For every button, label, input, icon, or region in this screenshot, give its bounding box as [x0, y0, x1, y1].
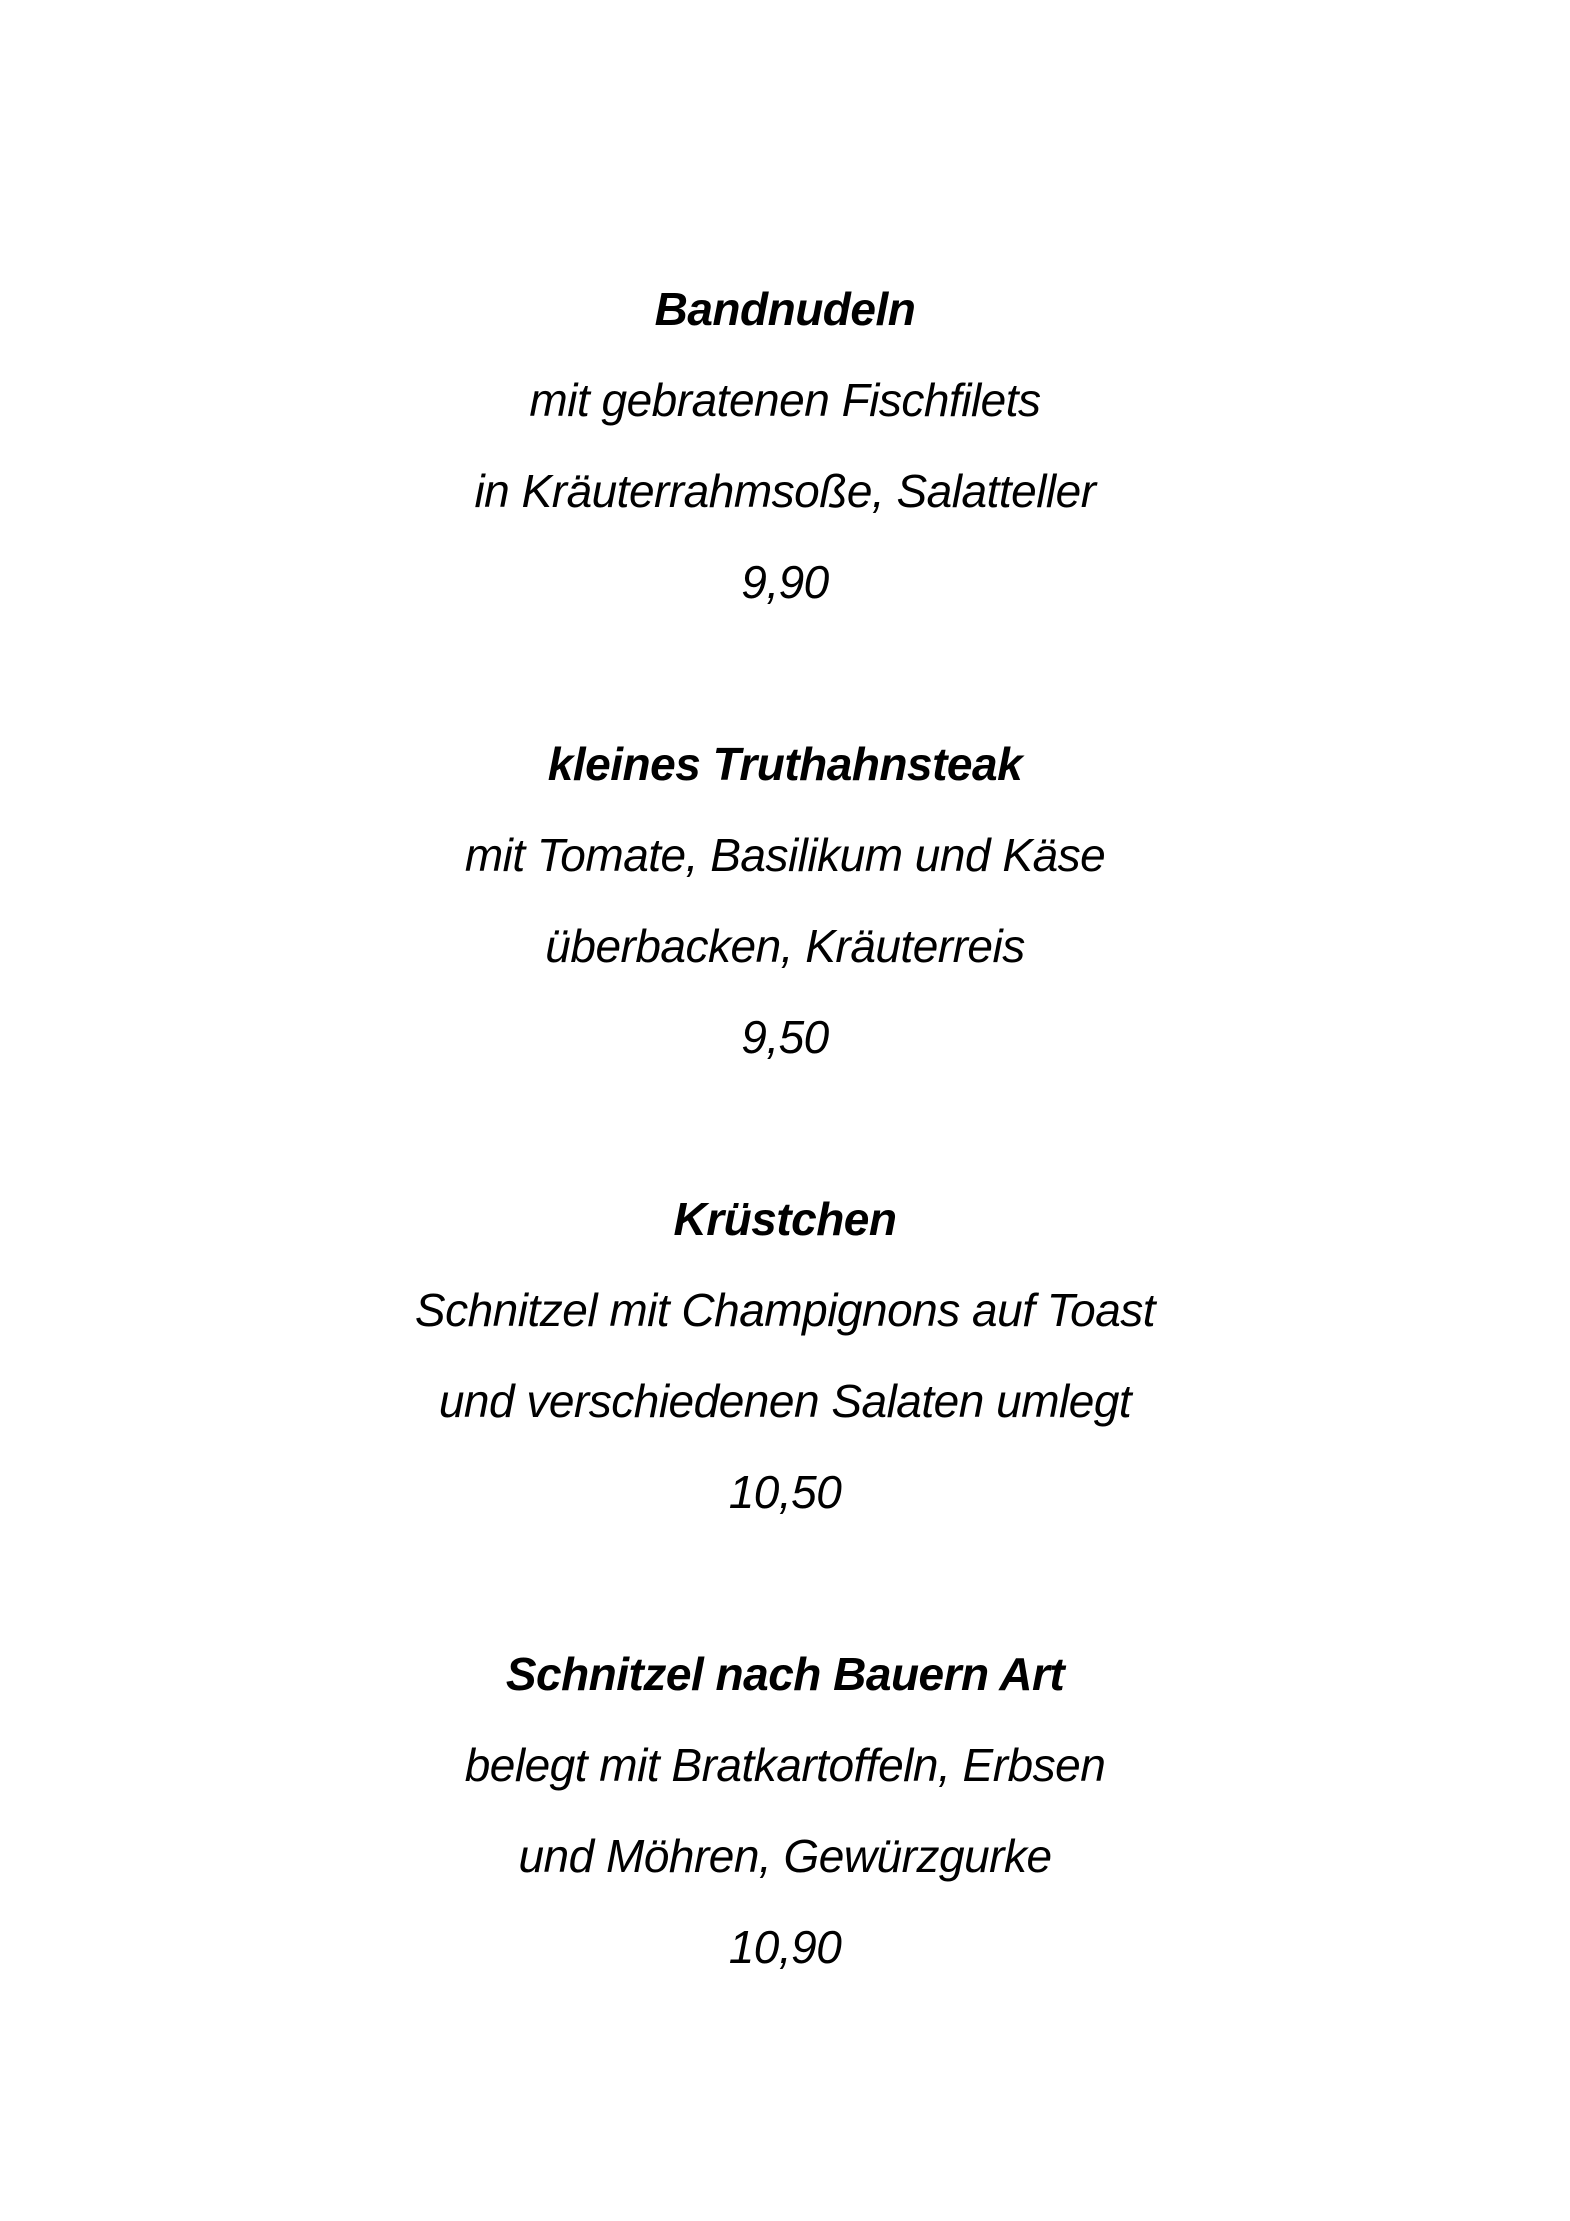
dish-description-line: und verschiedenen Salaten umlegt	[438, 1375, 1132, 1427]
dish-price: 10,50	[728, 1466, 842, 1518]
dish-description-line: mit gebratenen Fischfilets	[529, 374, 1041, 426]
dish-price: 9,90	[741, 556, 829, 608]
dish-description-line: überbacken, Kräuterreis	[545, 920, 1025, 972]
dish-price: 9,50	[741, 1011, 829, 1063]
dish-price: 10,90	[728, 1921, 842, 1973]
dish-description-line: mit Tomate, Basilikum und Käse	[464, 829, 1106, 881]
menu-item	[0, 264, 1570, 628]
dish-name: Krüstchen	[673, 1193, 897, 1245]
dish-description-line: in Kräuterrahmsoße, Salatteller	[474, 465, 1096, 517]
dish-description-line: Schnitzel mit Champignons auf Toast	[414, 1284, 1156, 1336]
dish-description-line: belegt mit Bratkartoffeln, Erbsen	[464, 1739, 1106, 1791]
dish-description-line: und Möhren, Gewürzgurke	[518, 1830, 1052, 1882]
menu-item	[0, 1629, 1570, 1993]
menu-item	[0, 719, 1570, 1083]
menu-item	[0, 1174, 1570, 1538]
dish-name: kleines Truthahnsteak	[547, 738, 1023, 790]
dish-name: Bandnudeln	[654, 283, 916, 335]
dish-name: Schnitzel nach Bauern Art	[505, 1648, 1065, 1700]
